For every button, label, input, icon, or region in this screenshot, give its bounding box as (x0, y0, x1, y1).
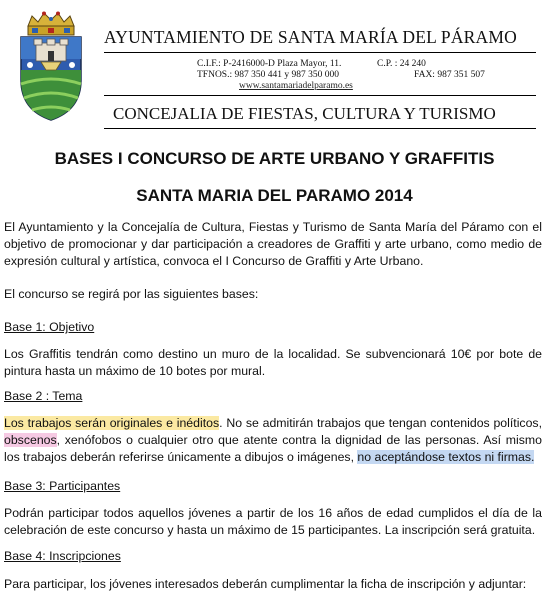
department-name: CONCEJALIA DE FIESTAS, CULTURA Y TURISMO (113, 104, 496, 123)
base4-heading: Base 4: Inscripciones (4, 549, 121, 563)
header-divider (104, 128, 536, 129)
base4-text: Para participar, los jóvenes interesados deberán cumplimentar la ficha de inscripción y adjuntar: (4, 577, 527, 591)
phone-numbers: TFNOS.: 987 350 441 y 987 350 000 (197, 70, 339, 80)
coat-of-arms-icon (16, 10, 86, 122)
base2-text-a: . No se admitirán trabajos que tengan contenidos políticos, (219, 416, 542, 430)
highlight-obscene: obscenos (4, 433, 57, 448)
cif-address: C.I.F.: P-2416000-D Plaza Mayor, 11. (197, 59, 342, 69)
base2-text (4, 415, 542, 467)
base1-text: Los Graffitis tendrán como destino un muro de la localidad. Se subvencionará 10€ por bote de pintura hasta un máximo de 10 botes por mural. (4, 347, 542, 379)
rules-intro: El concurso se regirá por las siguientes bases: (4, 287, 259, 301)
document-subtitle: SANTA MARIA DEL PARAMO 2014 (136, 186, 413, 205)
postal-code: C.P. : 24 240 (377, 59, 426, 69)
fax-number: FAX: 987 351 507 (414, 70, 485, 80)
base1-heading: Base 1: Objetivo (4, 320, 95, 334)
website-link[interactable]: www.santamariadelparamo.es (239, 81, 353, 91)
base2-heading: Base 2 : Tema (4, 389, 83, 403)
highlight-no-text: no aceptándose textos ni firmas. (357, 450, 535, 465)
intro-paragraph: El Ayuntamiento y la Concejalía de Cultura, Fiestas y Turismo de Santa María del Páramo con el objetivo de promocionar y dar participación a creadores de Graffiti y arte urbano, como medio de expresión cultural y artística, convoca el I Concurso de Graffiti y Arte Urbano. (4, 220, 542, 269)
header-divider (104, 52, 536, 53)
letterhead (0, 0, 549, 134)
base2-text-b: , xenófobos o cualquier otro que atente contra la dignidad de las personas. Así mismo los trabajos deberán referirse únicamente a dibujos o imágenes, (4, 433, 542, 465)
municipality-name: AYUNTAMIENTO DE SANTA MARÍA DEL PÁRAMO (104, 27, 517, 47)
base3-heading: Base 3: Participantes (4, 479, 121, 493)
document-title: BASES I CONCURSO DE ARTE URBANO Y GRAFFITIS (54, 149, 495, 168)
highlight-original: Los trabajos serán originales e inéditos (4, 416, 220, 430)
base3-text: Podrán participar todos aquellos jóvenes a partir de los 16 años de edad cumplidos el día de la celebración de este concurso y hasta un máximo de 15 participantes. La inscripción será gratuita. (4, 506, 542, 538)
header-divider (104, 95, 536, 96)
